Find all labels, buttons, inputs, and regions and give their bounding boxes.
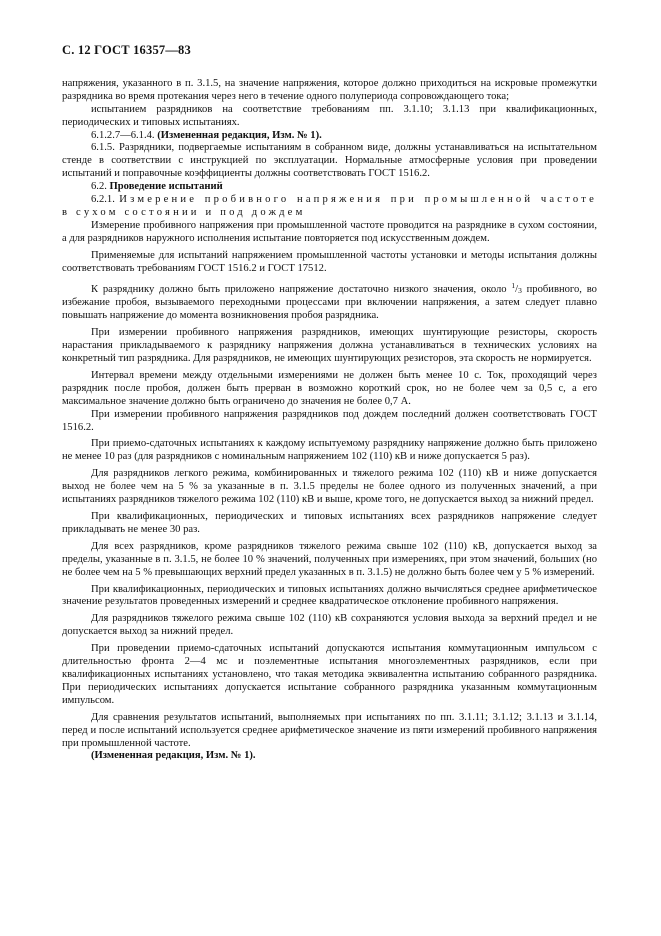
paragraph: При квалификационных, периодических и типовых испытаниях всех разрядников напряжение следует прикладывать не менее 30 раз.: [62, 511, 597, 535]
page-header: С. 12 ГОСТ 16357—83: [62, 43, 191, 57]
fraction-numerator: 1: [511, 280, 516, 290]
paragraph: При измерении пробивного напряжения разрядников под дождем последний должен соответствовать ГОСТ 1516.2.: [62, 408, 597, 433]
section-title: Проведение испытаний: [109, 181, 223, 193]
paragraph: При приемо-сдаточных испытаниях к каждому испытуемому разряднику напряжение должно быть приложено не менее 10 раз (для разрядников с номинальным напряжением 102 (110) кВ и ниже допускается 5 раз).: [62, 438, 597, 463]
paragraph: [62, 280, 597, 324]
paragraph-text: пробивного, во избежание пробоя, вызываемого переходными процессами при включении напряжения, а затем следует плавно повышать напряжение до момента возникновения пробоя разрядника.: [62, 283, 597, 322]
paragraph: Применяемые для испытаний напряжением промышленной частоты установки и методы испытания должны соответствовать требованиям ГОСТ 1516.2 и ГОСТ 17512.: [62, 249, 597, 274]
paragraph: Измерение пробивного напряжения при промышленной частоте проводится на разряднике в сухом состоянии, а для разрядников наружного исполнения испытание повторяется под искусственным дождем.: [62, 219, 597, 244]
paragraph: напряжения, указанного в п. 3.1.5, на значение напряжения, которое должно приходиться на искровые промежутки разрядника во время протекания через него в течение одного полупериода сопровождающего тока;: [62, 77, 597, 102]
amendment-note: (Измененная редакция, Изм. № 1).: [157, 129, 322, 141]
paragraph: испытанием разрядников на соответствие требованиям пп. 3.1.10; 3.1.13 при квалификационных, периодических и типовых испытаниях.: [62, 103, 597, 128]
section-number: 6.2.: [91, 181, 107, 193]
subsection-title: Измерение пробивного напряжения при промышленной частоте в сухом состоянии и под дождем: [62, 194, 597, 218]
paragraph-text: К разряднику должно быть приложено напряжение достаточно низкого значения, около: [91, 283, 507, 295]
paragraph: Интервал времени между отдельными измерениями не должен быть менее 10 с. Ток, проходящий через разрядник после пробоя, должен быть прерван в возможно короткий срок, но не более чем за 0,5 с, а его максимальное значение должно быть ограничено до значения не более 0,7 А.: [62, 369, 597, 407]
section-number: 6.1.2.7—6.1.4.: [91, 129, 155, 141]
fraction-denominator: 3: [518, 285, 522, 295]
amendment-note: (Измененная редакция, Изм. № 1).: [91, 750, 256, 762]
paragraph: Для сравнения результатов испытаний, выполняемых при испытаниях по пп. 3.1.11; 3.1.12; 3.1.13 и 3.1.14, перед и после испытаний используется среднее арифметическое значение из пяти измерений пробивного напряжения при промышленной частоте.: [62, 711, 597, 749]
paragraph: При проведении приемо-сдаточных испытаний допускаются испытания коммутационным импульсом с длительностью фронта 2—4 мс и поэлементные испытания многоэлементных разрядников, если при квалификационных испытаниях установлено, что такая методика эквивалентна испытанию собранного разрядника. При периодических испытаниях допускается испытание собранного разрядника указанным коммутационным импульсом.: [62, 643, 597, 706]
section-number: 6.2.1.: [91, 194, 115, 206]
paragraph: При квалификационных, периодических и типовых испытаниях должно вычисляться среднее арифметическое значение результатов проведенных измерений и среднее квадратическое отклонение пробивного напряжения.: [62, 583, 597, 608]
paragraph: [62, 130, 597, 143]
subsection-heading: [62, 194, 597, 220]
paragraph: Для всех разрядников, кроме разрядников тяжелого режима свыше 102 (110) кВ, допускается выход за пределы, указанные в п. 3.1.5, не более 10 % значений, полученных при измерениях, при этом значений, больших (но не более чем на 5 % превышающих верхний предел указанных в п. 3.1.5) не должно быть более чем у 5 % измерений.: [62, 540, 597, 578]
fraction-slash: /: [515, 283, 519, 295]
paragraph: При измерении пробивного напряжения разрядников, имеющих шунтирующие резисторы, скорость нарастания прикладываемого к разряднику напряжения должна устанавливаться в технических условиях на конкретный тип разрядника. Для разрядников, не имеющих шунтирующих резисторов, эта скорость не нормируется.: [62, 327, 597, 365]
section-heading: [62, 181, 597, 194]
paragraph: 6.1.5. Разрядники, подвергаемые испытаниям в собранном виде, должны устанавливаться на испытательном стенде в соответствии с инструкцией по эксплуатации. Нормальные атмосферные условия при проведении испытаний и поправочные коэффициенты должны соответствовать ГОСТ 1516.2.: [62, 142, 597, 180]
paragraph: Для разрядников легкого режима, комбинированных и тяжелого режима 102 (110) кВ и ниже допускается выход не более чем на 5 % за указанные в п. 3.1.5 пределы не более одного из полученных значений, а при испытаниях разрядников тяжелого режима 102 (110) кВ и выше, кроме того, не допускается выход за нижний предел.: [62, 468, 597, 506]
paragraph: Для разрядников тяжелого режима свыше 102 (110) кВ сохраняются условия выхода за верхний предел и не допускается выход за нижний предел.: [62, 613, 597, 638]
